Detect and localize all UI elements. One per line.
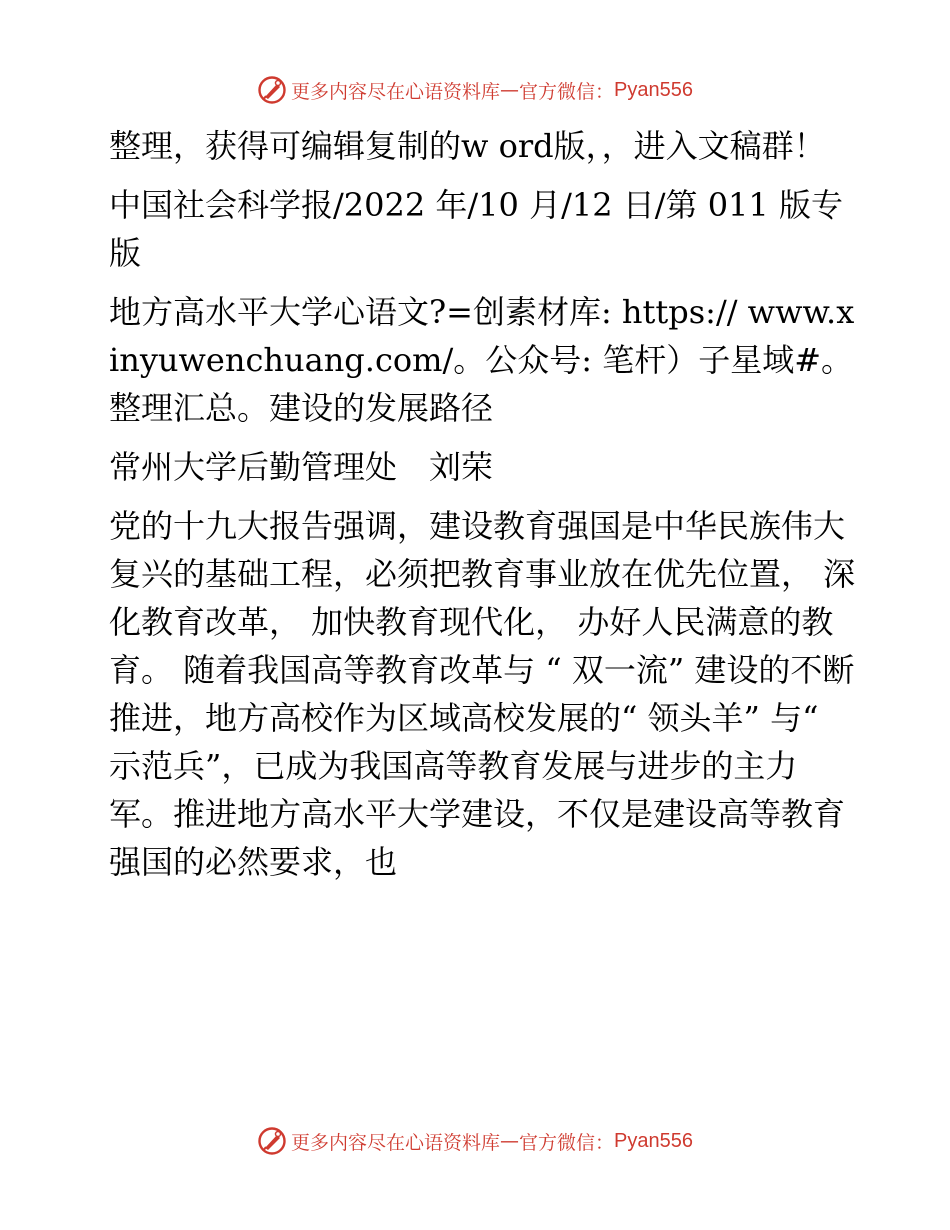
header-banner <box>0 70 950 110</box>
banner-wechat-id: Pyan556 <box>614 78 693 101</box>
banner-separator: — <box>500 79 520 101</box>
quill-circle-logo-icon <box>257 1126 287 1156</box>
banner-promo-text: 更多内容尽在心语资料库 <box>291 80 501 103</box>
paragraph-author: 常州大学后勤管理处 刘荣 <box>109 448 494 486</box>
banner-official-label: 官方微信： <box>519 80 615 103</box>
document-body <box>97 122 857 897</box>
paragraph-source: 中国社会科学报/2022 年/10 月/12 日/第 011 版专版 <box>109 186 843 272</box>
paragraph-intro: 整理，获得可编辑复制的w ord版，，进入文稿群！ <box>109 127 826 165</box>
banner-wechat-id: Pyan556 <box>614 1129 693 1152</box>
paragraph-title: 地方高水平大学心语文?=创素材库: https:// www.xinyuwenchuang.com/。公众号: 笔杆）子星域#。整理汇总。建设的发展路径 <box>109 293 855 427</box>
banner-separator: — <box>500 1130 520 1152</box>
banner-promo-text: 更多内容尽在心语资料库 <box>291 1131 501 1154</box>
paragraph-body: 党的十九大报告强调，建设教育强国是中华民族伟大复兴的基础工程，必须把教育事业放在优先位置， 深化教育改革， 加快教育现代化， 办好人民满意的教育。 随着我国高等教育改革与 “ 双一流” 建设的不断推进，地方高校作为区域高校发展的“ 领头羊” 与“ 示范兵”，已成为我国高等教育发展与进步的主力军。推进地方高水平大学建设，不仅是建设高等教育强国的必然要求，也 <box>109 507 856 881</box>
quill-circle-logo-icon <box>257 75 287 105</box>
footer-banner <box>0 1121 950 1161</box>
banner-official-label: 官方微信： <box>519 1131 615 1154</box>
